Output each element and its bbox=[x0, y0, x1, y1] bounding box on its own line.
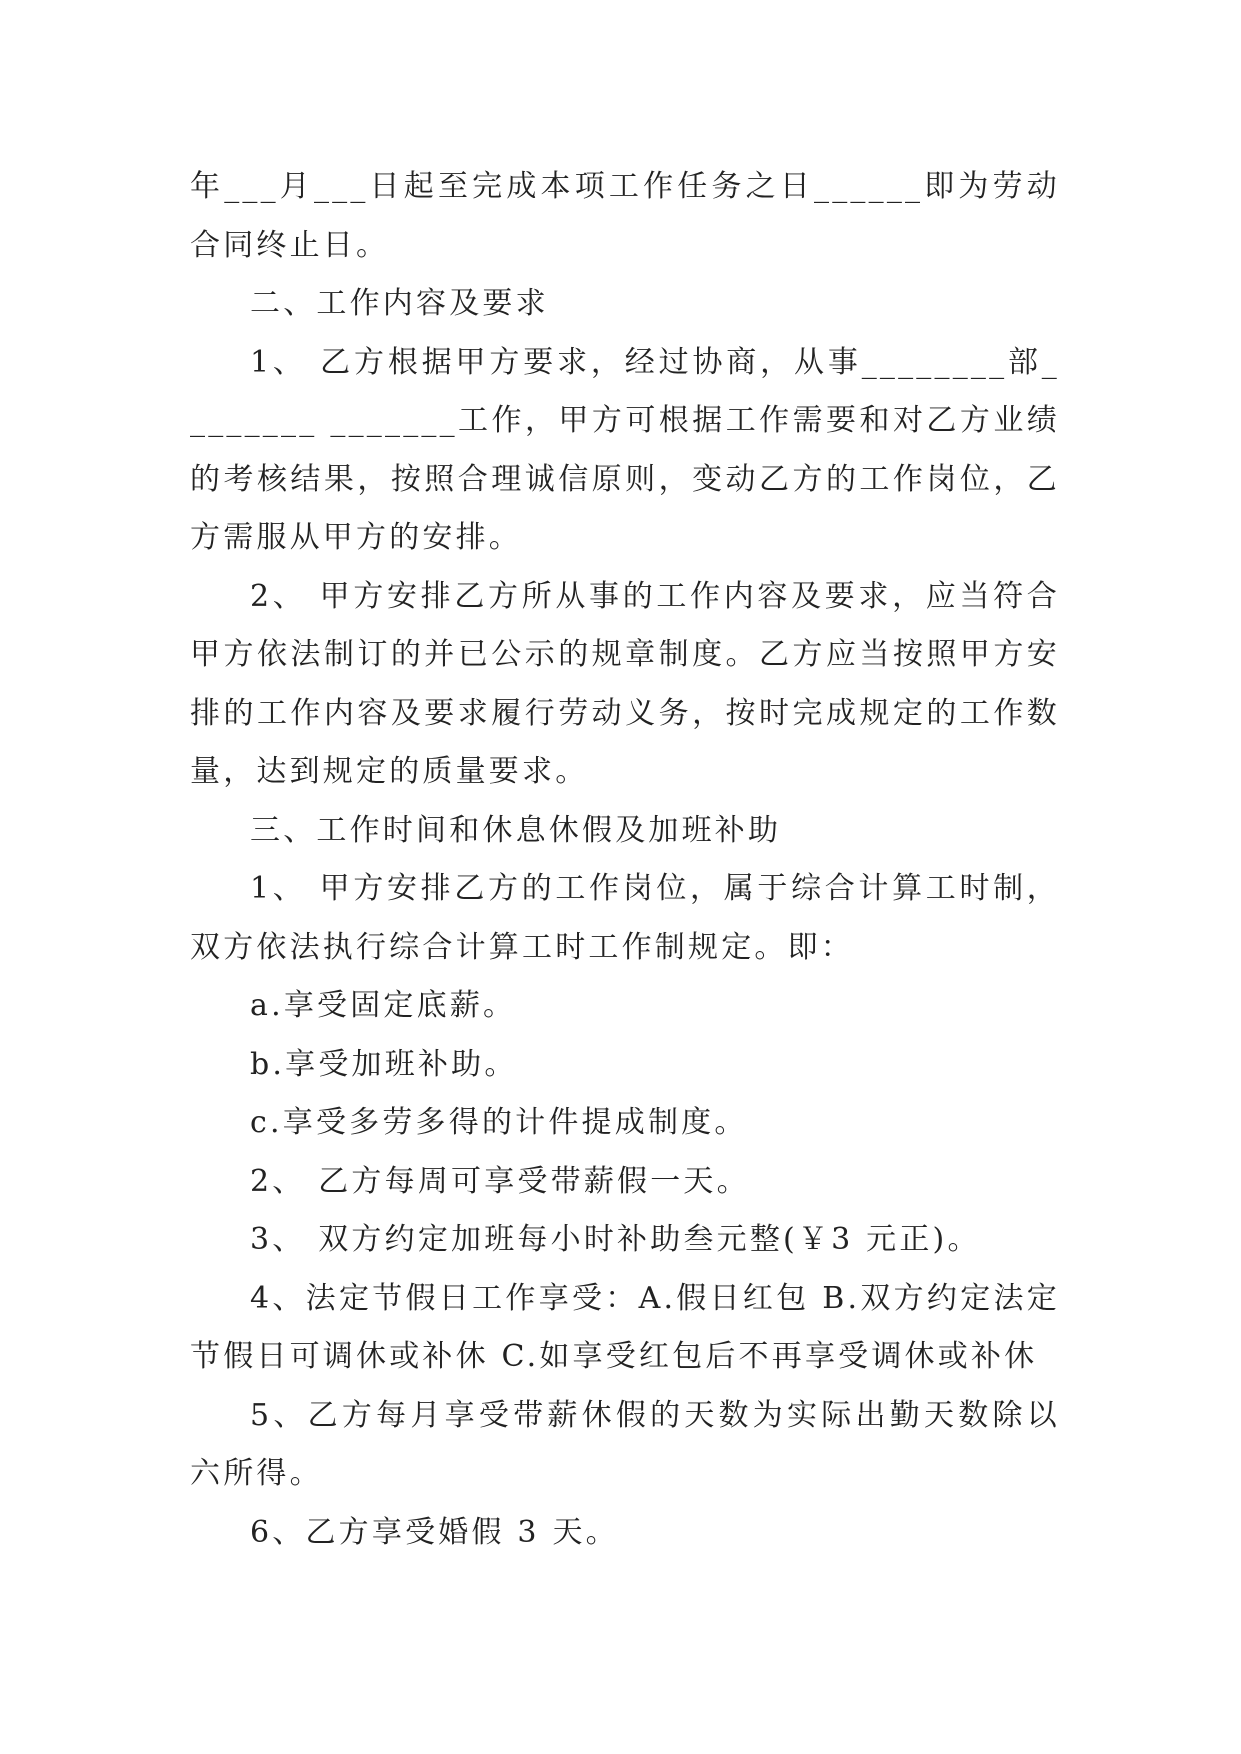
paragraph-work-time-1: 1、 甲方安排乙方的工作岗位，属于综合计算工时制，双方依法执行综合计算工时工作制规定。即： bbox=[190, 871, 1060, 965]
heading-work-content: 二、工作内容及要求 bbox=[250, 286, 549, 321]
paragraph-work-time-4: 4、法定节假日工作享受：A.假日红包 B.双方约定法定节假日可调休或补休 C.如享受红包后不再享受调休或补休 bbox=[190, 1280, 1060, 1374]
paragraph-work-time-6: 6、乙方享受婚假 3 天。 bbox=[250, 1514, 619, 1550]
list-item-a: a.享受固定底薪。 bbox=[250, 988, 517, 1023]
paragraph-work-time-3: 3、 双方约定加班每小时补助叁元整(￥3 元正)。 bbox=[250, 1222, 981, 1257]
paragraph-contract-term-end: 年___月___日起至完成本项工作任务之日______即为劳动合同终止日。 bbox=[190, 169, 1060, 263]
paragraph-work-content-1: 1、 乙方根据甲方要求，经过协商，从事________部________ _______工作，甲方可根据工作需要和对乙方业绩的考核结果，按照合理诚信原则，变动乙方的工作岗位，乙方需服从甲方的安排。 bbox=[190, 344, 1060, 555]
paragraph-work-content-2: 2、 甲方安排乙方所从事的工作内容及要求，应当符合甲方依法制订的并已公示的规章制度。乙方应当按照甲方安排的工作内容及要求履行劳动义务，按时完成规定的工作数量，达到规定的质量要求。 bbox=[190, 578, 1060, 789]
list-item-b: b.享受加班补助。 bbox=[250, 1046, 518, 1082]
heading-work-time: 三、工作时间和休息休假及加班补助 bbox=[250, 812, 782, 848]
list-item-c: c.享受多劳多得的计件提成制度。 bbox=[250, 1105, 748, 1140]
paragraph-work-time-2: 2、 乙方每周可享受带薪假一天。 bbox=[250, 1163, 750, 1199]
document-body bbox=[190, 158, 1060, 1562]
paragraph-work-time-5: 5、乙方每月享受带薪休假的天数为实际出勤天数除以六所得。 bbox=[190, 1397, 1060, 1491]
